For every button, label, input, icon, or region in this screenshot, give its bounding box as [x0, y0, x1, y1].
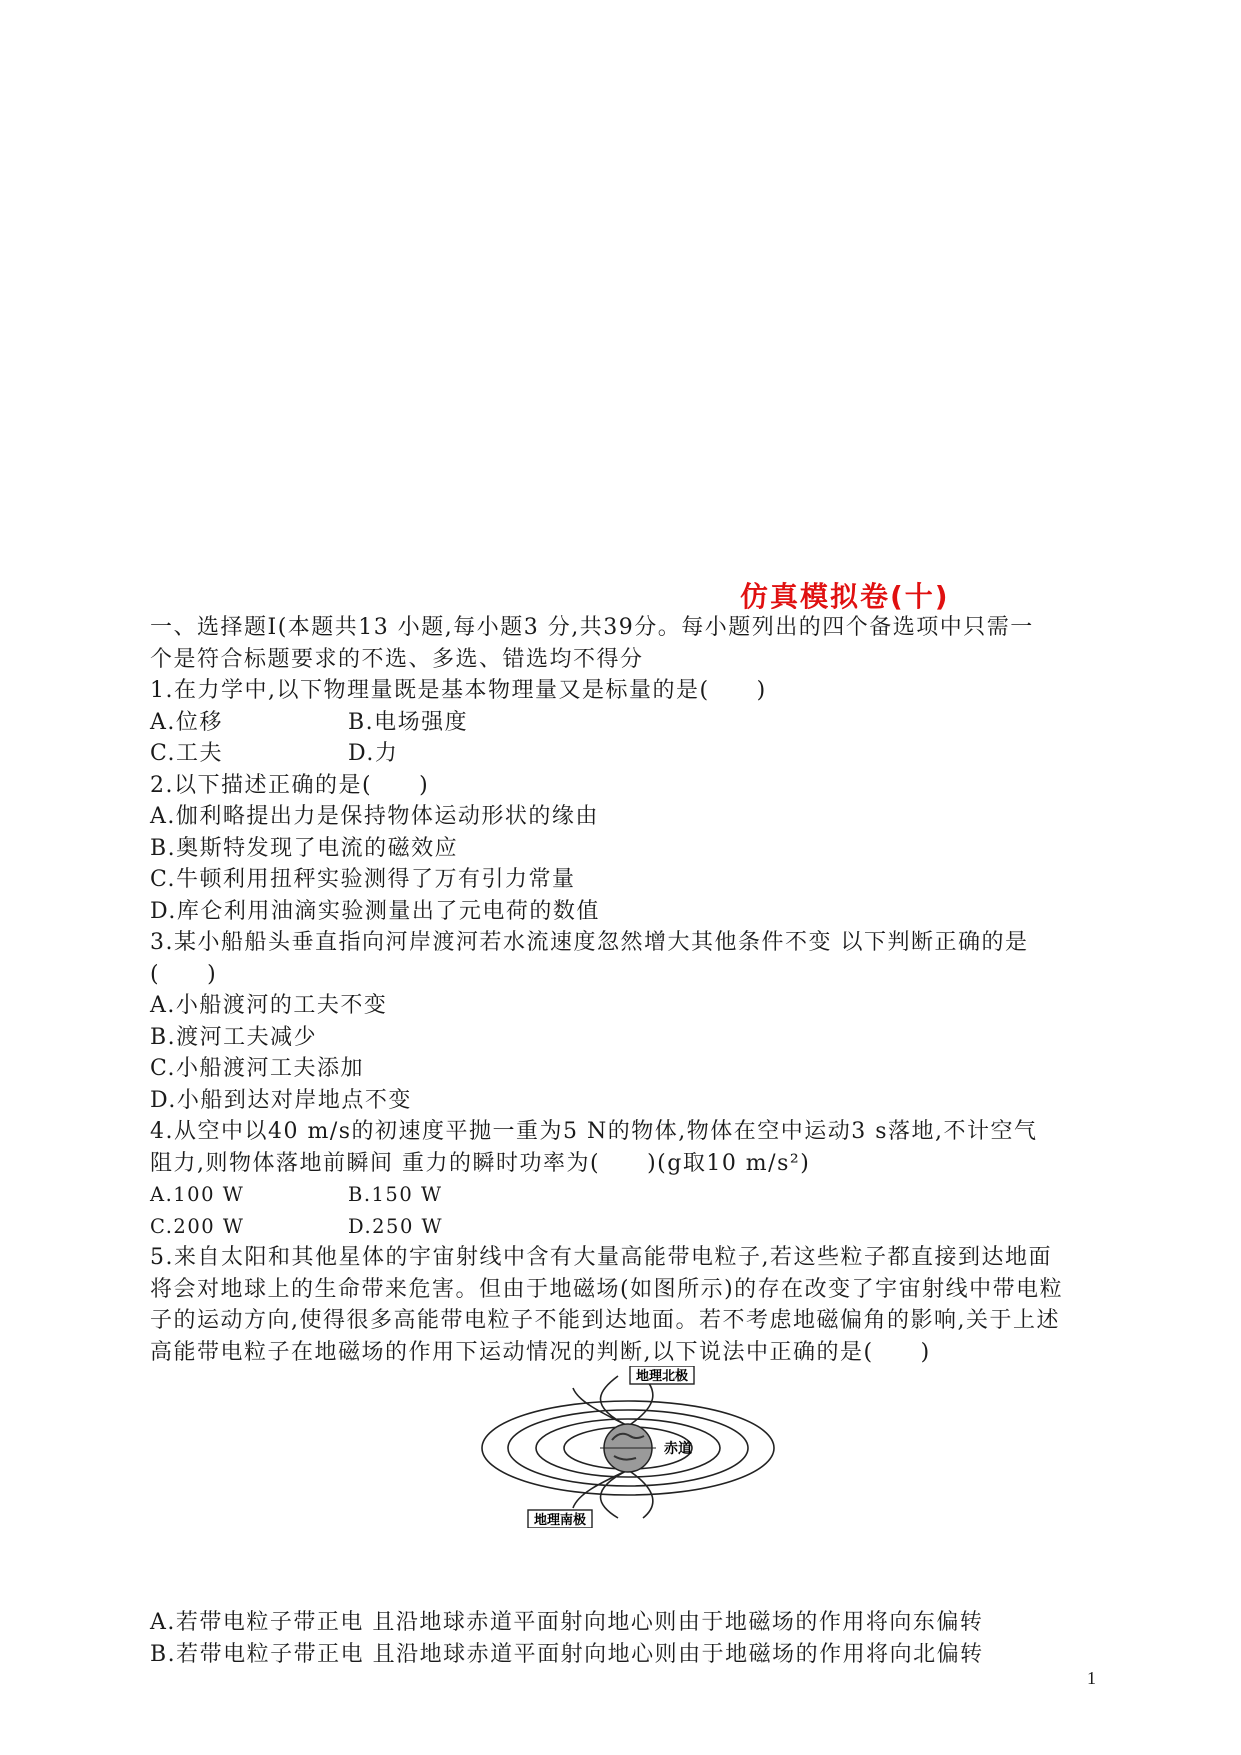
- q3-option-a: A.小船渡河的工夫不变: [150, 993, 388, 1018]
- q5-stem-cont2: 子的运动方向,使得很多高能带电粒子不能到达地面。若不考虑地磁偏角的影响,关于上述: [150, 1308, 1060, 1333]
- q5-option-a: A.若带电粒子带正电 且沿地球赤道平面射向地心则由于地磁场的作用将向东偏转: [150, 1610, 984, 1635]
- q3-option-d: D.小船到达对岸地点不变: [150, 1087, 412, 1113]
- q1-options-row2: [150, 738, 1110, 770]
- q1-stem: 1.在力学中,以下物理量既是基本物理量又是标量的是( ): [150, 678, 767, 703]
- section-heading: 一、选择题Ⅰ(本题共13 小题,每小题3 分,共39分。每小题列出的四个备选项中只需一: [150, 615, 1034, 640]
- q5-option-b: B.若带电粒子带正电 且沿地球赤道平面射向地心则由于地磁场的作用将向北偏转: [150, 1641, 984, 1667]
- equator-label: 赤道: [664, 1441, 692, 1457]
- q4-option-d: D.250 W: [348, 1214, 444, 1238]
- section-heading-cont: 个是符合标题要求的不选、多选、错选均不得分: [150, 646, 644, 672]
- q1-option-d: D.力: [348, 741, 399, 766]
- q5-stem: 5.来自太阳和其他星体的宇宙射线中含有大量高能带电粒子,若这些粒子都直接到达地面: [150, 1245, 1052, 1270]
- q4-stem: 4.从空中以40 m/s的初速度平抛一重为5 N的物体,物体在空中运动3 s落地,不计空气: [150, 1119, 1038, 1144]
- magnetic-field-figure: [478, 1366, 778, 1528]
- q2-stem: 2.以下描述正确的是( ): [150, 772, 430, 798]
- q3-option-b: B.渡河工夫减少: [150, 1024, 318, 1050]
- q4-options-row1: [150, 1179, 1110, 1211]
- q2-option-b: B.奥斯特发现了电流的磁效应: [150, 835, 459, 861]
- q2-option-c: C.牛顿利用扭秤实验测得了万有引力常量: [150, 867, 576, 892]
- q5-stem-cont3: 高能带电粒子在地磁场的作用下运动情况的判断,以下说法中正确的是( ): [150, 1339, 931, 1365]
- q3-option-c: C.小船渡河工夫添加: [150, 1056, 365, 1081]
- q4-stem-cont: 阻力,则物体落地前瞬间 重力的瞬时功率为( )(g取10 m/s²): [150, 1150, 811, 1176]
- south-pole-label: 地理南极: [533, 1513, 587, 1528]
- q5-stem-cont1: 将会对地球上的生命带来危害。但由于地磁场(如图所示)的存在改变了宇宙射线中带电粒: [150, 1276, 1064, 1302]
- q4-option-a: A.100 W: [150, 1183, 245, 1206]
- north-pole-label: 地理北极: [635, 1369, 689, 1384]
- q1-option-b: B.电场强度: [348, 709, 469, 735]
- q3-stem: 3.某小船船头垂直指向河岸渡河若水流速度忽然增大其他条件不变 以下判断正确的是: [150, 930, 1029, 955]
- q4-options-row2: [150, 1211, 1110, 1243]
- q2-option-d: D.库仑利用油滴实验测量出了元电荷的数值: [150, 898, 600, 924]
- q1-option-a: A.位移: [150, 709, 223, 735]
- q2-option-a: A.伽利略提出力是保持物体运动形状的缘由: [150, 804, 599, 829]
- page-number: 1: [1087, 1668, 1096, 1688]
- q4-option-c: C.200 W: [150, 1214, 245, 1238]
- q4-option-b: B.150 W: [348, 1183, 443, 1206]
- q1-options-row1: [150, 707, 1110, 739]
- q3-stem-cont: ( ): [150, 961, 218, 987]
- q1-option-c: C.工夫: [150, 741, 224, 766]
- document-title: 仿真模拟卷(十): [740, 580, 950, 613]
